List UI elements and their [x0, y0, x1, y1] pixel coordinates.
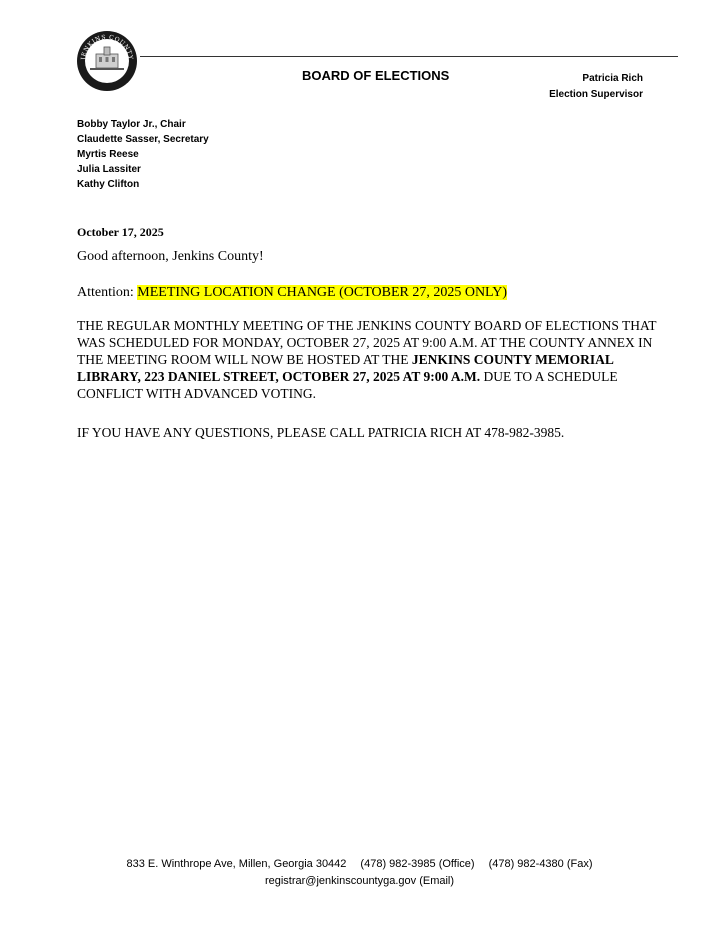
greeting: Good afternoon, Jenkins County! [77, 249, 264, 264]
supervisor-title: Election Supervisor [549, 89, 643, 100]
board-member: Kathy Clifton [77, 179, 140, 190]
seal-title: JENKINS COUNTY [80, 33, 135, 61]
board-member: Julia Lassiter [77, 164, 141, 175]
seal-year: 1905 [100, 78, 114, 84]
office-title: BOARD OF ELECTIONS [302, 68, 450, 83]
questions-line: IF YOU HAVE ANY QUESTIONS, PLEASE CALL PATRICIA RICH AT 478-982-3985. [77, 425, 565, 440]
supervisor-block [549, 71, 643, 103]
attention-line [77, 285, 507, 301]
board-member: Claudette Sasser, Secretary [77, 134, 209, 145]
footer [0, 856, 719, 890]
header-rule [140, 56, 678, 57]
announcement-paragraph [77, 317, 677, 402]
body-text-1: THE REGULAR MONTHLY MEETING OF THE JENKINS COUNTY BOARD OF ELECTIONS THAT WAS SCHEDULED FOR MONDAY, OCTOBER 27, 2025 AT 9:00 A.M. AT THE COUNTY ANNEX IN THE MEETING ROOM WILL NOW BE HOSTED AT THE [77, 318, 657, 367]
footer-address: 833 E. Winthrope Ave, Millen, Georgia 30442 [126, 858, 347, 870]
county-seal-icon [76, 30, 138, 92]
attention-label: Attention: [77, 285, 134, 300]
supervisor-name: Patricia Rich [582, 73, 643, 84]
footer-office-phone: (478) 982-3985 (Office) [360, 858, 475, 870]
body-text-2: DUE TO A SCHEDULE CONFLICT WITH ADVANCED VOTING. [77, 369, 618, 401]
footer-email: registrar@jenkinscountyga.gov (Email) [264, 875, 455, 887]
board-members-list [77, 117, 209, 192]
body-text-bold: JENKINS COUNTY MEMORIAL LIBRARY, 223 DANIEL STREET, OCTOBER 27, 2025 AT 9:00 A.M. [77, 352, 614, 384]
board-member: Bobby Taylor Jr., Chair [77, 119, 186, 130]
footer-contact-line [0, 856, 719, 873]
board-member: Myrtis Reese [77, 149, 139, 160]
letter-date: October 17, 2025 [77, 225, 164, 239]
footer-fax: (478) 982-4380 (Fax) [488, 858, 593, 870]
attention-highlight: MEETING LOCATION CHANGE (OCTOBER 27, 2025 ONLY) [137, 285, 507, 300]
